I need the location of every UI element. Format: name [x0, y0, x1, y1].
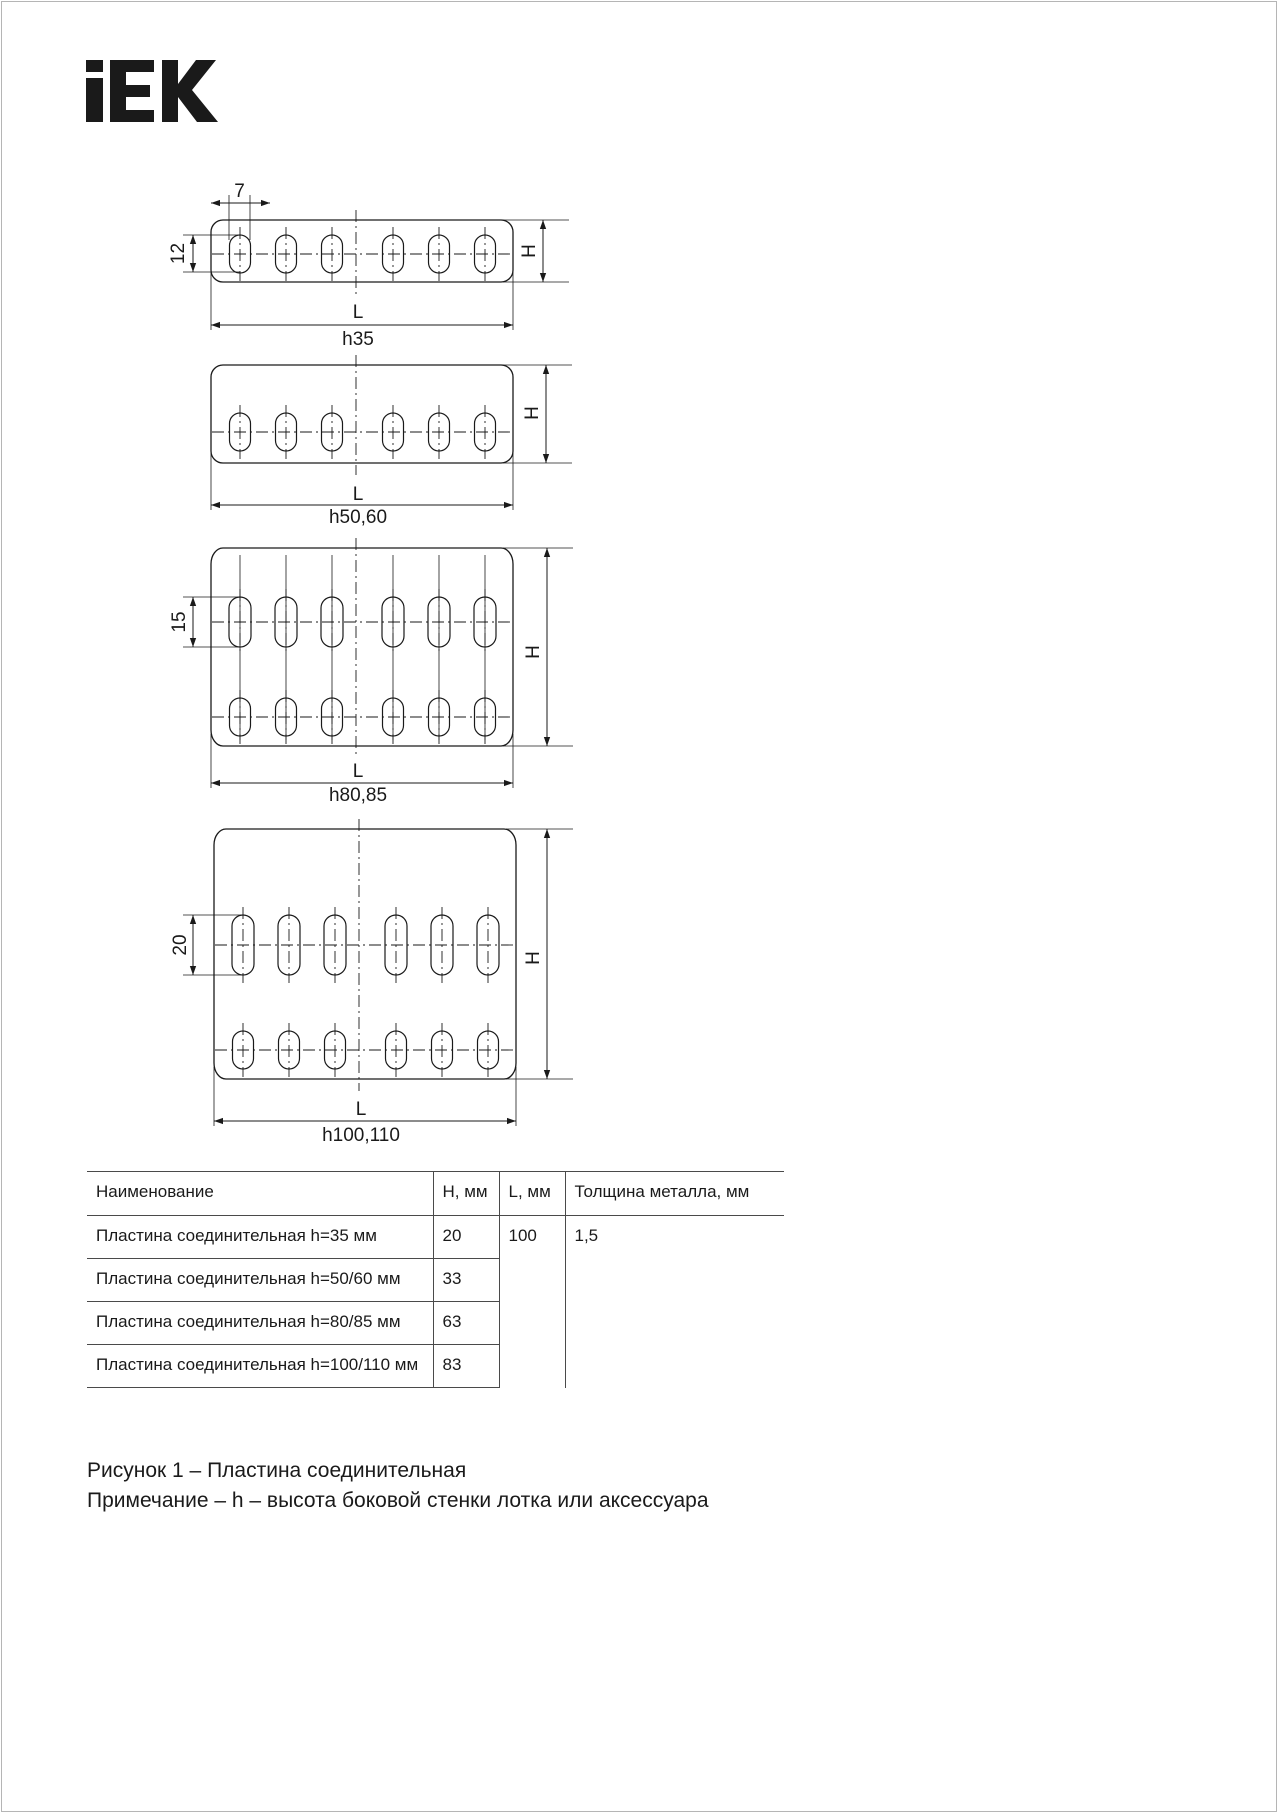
plate-outline: [214, 829, 516, 1079]
cell-thickness: 1,5: [565, 1216, 784, 1388]
cell-name: Пластина соединительная h=35 мм: [87, 1216, 433, 1259]
dimension-h-label: H: [522, 406, 543, 420]
plate-label: h35: [342, 329, 374, 350]
plate-outline: [211, 365, 513, 463]
cell-name: Пластина соединительная h=80/85 мм: [87, 1302, 433, 1345]
plate-label: h80,85: [328, 785, 388, 806]
table-header-row: [87, 1172, 784, 1216]
dimension-l-label: L: [355, 1099, 367, 1120]
dimension-l-label: L: [352, 484, 364, 505]
header-thickness: Толщина металла, мм: [565, 1172, 784, 1216]
cell-h: 83: [433, 1345, 499, 1388]
cell-h: 63: [433, 1302, 499, 1345]
dimension-l-label: L: [352, 302, 364, 323]
plate-outline: [211, 548, 513, 746]
caption-note: Примечание – h – высота боковой стенки лотка или аксессуара: [87, 1489, 709, 1512]
dimension-l-label: L: [352, 761, 364, 782]
header-h: H, мм: [433, 1172, 499, 1216]
spec-table: [87, 1171, 784, 1388]
caption-figure: Рисунок 1 – Пластина соединительная: [87, 1459, 467, 1482]
dimension-h-label: H: [523, 951, 544, 965]
plate-label: h100,110: [322, 1125, 400, 1146]
plate-drawing-h100-110: [170, 819, 573, 1146]
dimension-h-label: H: [523, 645, 544, 659]
header-l: L, мм: [499, 1172, 565, 1216]
plate-drawing-h80-85: [169, 538, 573, 806]
plate-drawing-h50-60: [211, 355, 572, 528]
table-row: [87, 1216, 784, 1259]
cell-name: Пластина соединительная h=100/110 мм: [87, 1345, 433, 1388]
cell-h: 33: [433, 1259, 499, 1302]
header-name: Наименование: [96, 1182, 214, 1201]
drawings-root: [168, 181, 573, 1146]
plate-label: h50,60: [328, 507, 388, 528]
dimension-h-label: H: [519, 244, 540, 258]
cell-h: 20: [433, 1216, 499, 1259]
figure-caption: [87, 1456, 709, 1516]
plate-drawing-h35: [168, 181, 569, 350]
cell-name: Пластина соединительная h=50/60 мм: [87, 1259, 433, 1302]
plate-outline: [211, 220, 513, 282]
dimension-hole-height-label: 12: [168, 242, 189, 265]
dimension-hole-height-label: 15: [169, 611, 190, 633]
cell-l: 100: [499, 1216, 565, 1388]
dimension-hole-width-label: 7: [234, 181, 245, 202]
dimension-hole-height-label: 20: [170, 934, 191, 956]
